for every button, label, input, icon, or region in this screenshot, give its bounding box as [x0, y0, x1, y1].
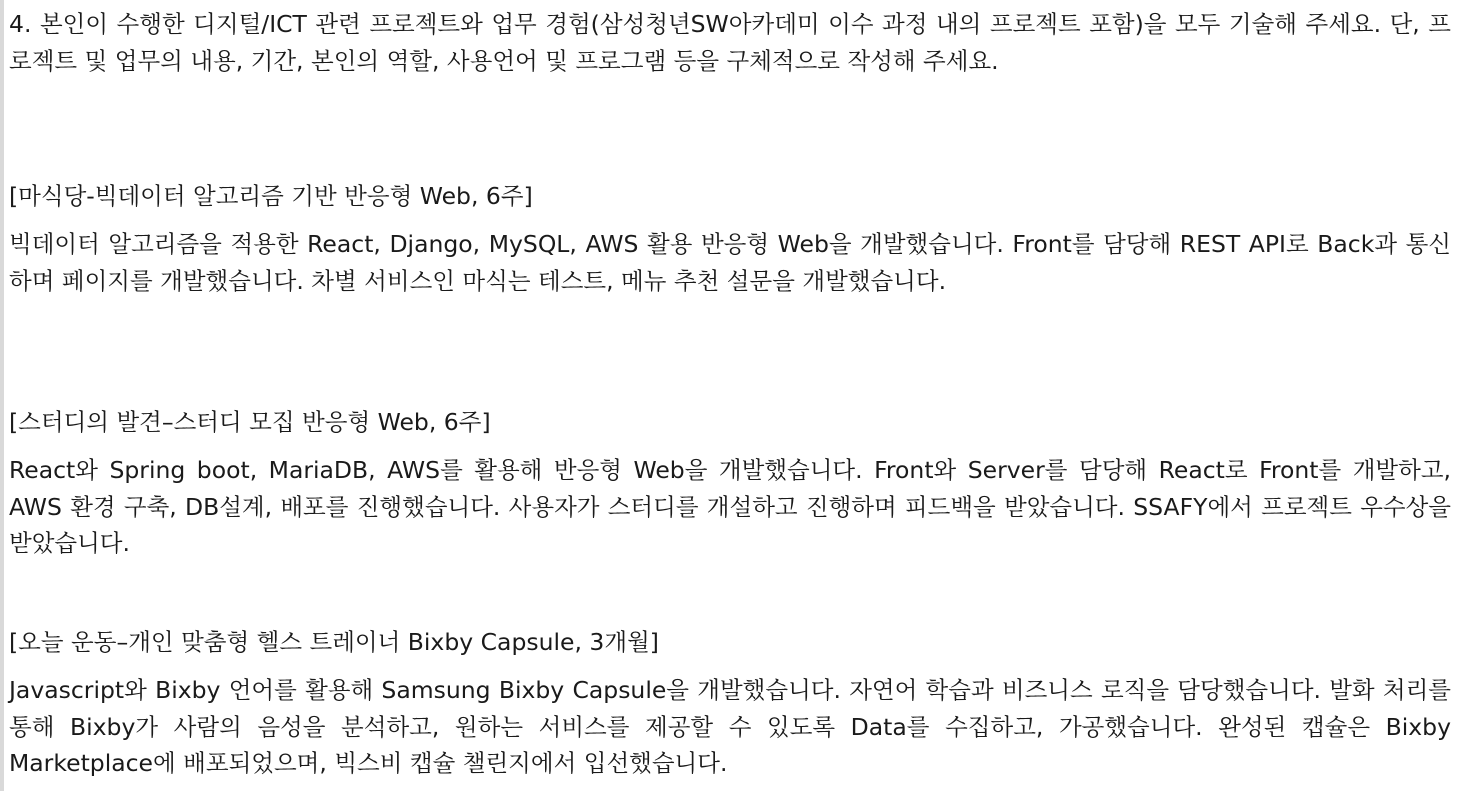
left-margin-rule: [0, 0, 4, 791]
document-body: [9, 6, 1451, 777]
project-title: [스터디의 발견–스터디 모집 반응형 Web, 6주]: [9, 408, 491, 436]
question-text: 4. 본인이 수행한 디지털/ICT 관련 프로젝트와 업무 경험(삼성청년SW아카데미 이수 과정 내의 프로젝트 포함)을 모두 기술해 주세요. 단, 프로젝트 및 업무의 내용, 기간, 본인의 역할, 사용언어 및 프로그램 등을 구체적으로 작성해 주세요.: [9, 10, 1451, 75]
project-description: Javascript와 Bixby 언어를 활용해 Samsung Bixby Capsule을 개발했습니다. 자연어 학습과 비즈니스 로직을 담당했습니다. 발화 처리를 통해 Bixby가 사람의 음성을 분석하고, 원하는 서비스를 제공할 수 있도록 Data를 수집하고, 가공했습니다. 완성된 캡슐은 Bixby Marketplace에 배포되었으며, 빅스비 캡슐 챌린지에서 입선했습니다.: [9, 676, 1451, 777]
project-title: [마식당-빅데이터 알고리즘 기반 반응형 Web, 6주]: [9, 182, 533, 210]
project-section: [9, 404, 1451, 562]
project-title: [오늘 운동–개인 맞춤형 헬스 트레이너 Bixby Capsule, 3개월]: [9, 628, 659, 656]
project-description: 빅데이터 알고리즘을 적용한 React, Django, MySQL, AWS 활용 반응형 Web을 개발했습니다. Front를 담당해 REST API로 Back과 통신하며 페이지를 개발했습니다. 차별 서비스인 마식는 테스트, 메뉴 추천 설문을 개발했습니다.: [9, 230, 1451, 295]
project-section: [9, 624, 1451, 782]
project-description: React와 Spring boot, MariaDB, AWS를 활용해 반응형 Web을 개발했습니다. Front와 Server를 담당해 React로 Front를 개발하고, AWS 환경 구축, DB설계, 배포를 진행했습니다. 사용자가 스터디를 개설하고 진행하며 피드백을 받았습니다. SSAFY에서 프로젝트 우수상을 받았습니다.: [9, 456, 1451, 557]
project-section: [9, 178, 1451, 299]
